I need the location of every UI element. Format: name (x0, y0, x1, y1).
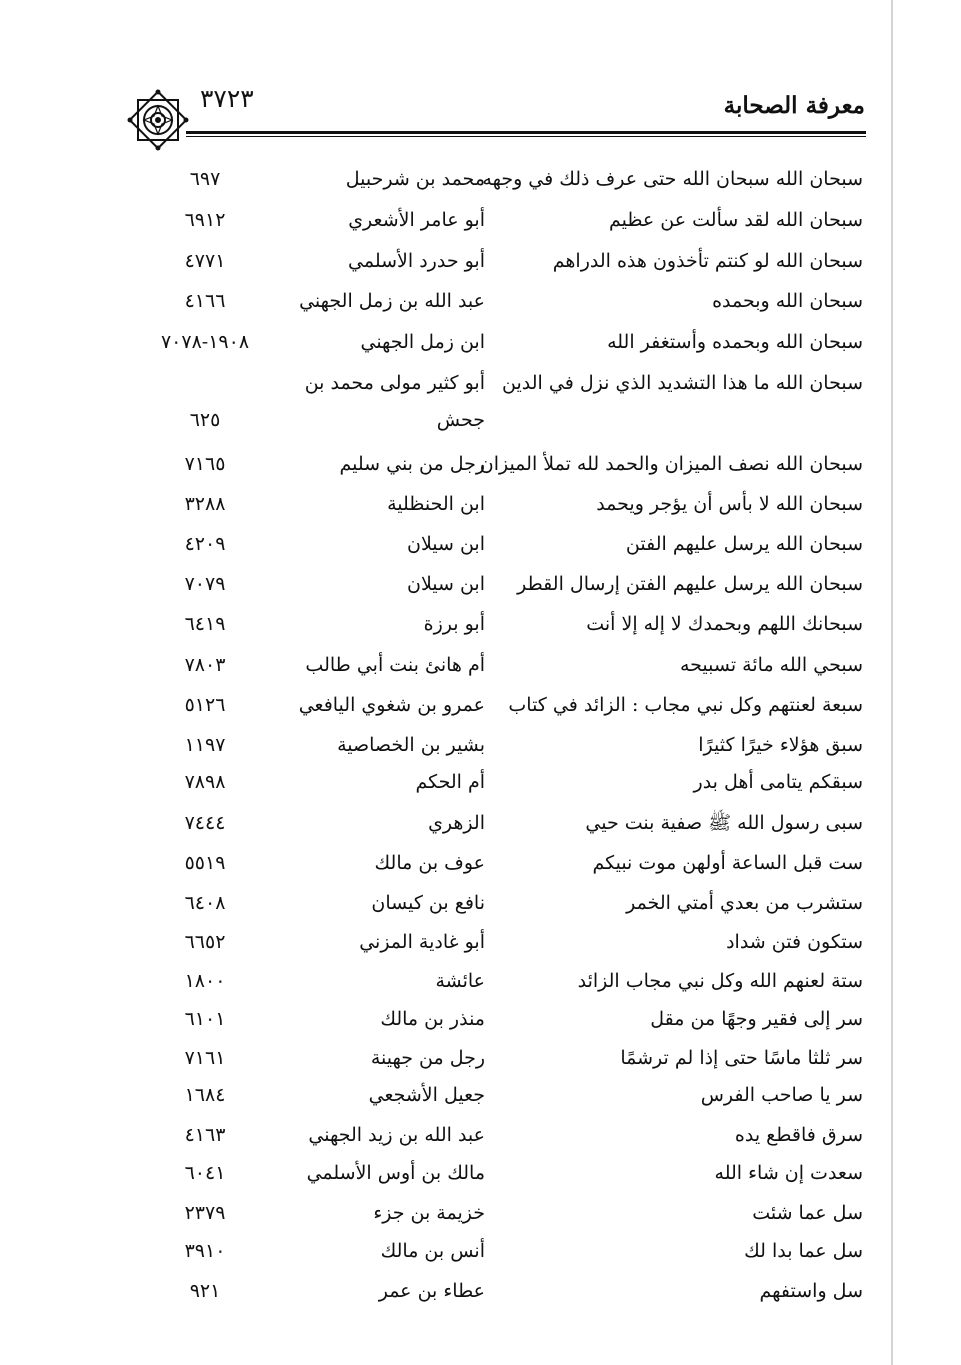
hadith-number: ٢٣٧٩ (184, 1202, 226, 1224)
index-row (0, 325, 961, 359)
index-row (0, 728, 961, 762)
index-row (0, 886, 961, 920)
hadith-text: سبحان الله ما هذا التشديد الذي نزل في الدين (502, 372, 863, 394)
hadith-number: ٦٢٥ (189, 409, 221, 431)
narrator-name: جحش (436, 409, 485, 431)
hadith-number: ٦٩٧ (189, 168, 221, 190)
hadith-text: سبحان الله وبحمده (712, 290, 863, 312)
index-row (0, 527, 961, 561)
index-row (0, 1156, 961, 1190)
narrator-name: ابن زمل الجهني (360, 331, 485, 353)
index-row (0, 487, 961, 521)
index-row (0, 846, 961, 880)
hadith-text: سل واستفهم (759, 1280, 863, 1302)
hadith-number: ٦١٠١ (184, 1008, 226, 1030)
hadith-number: ٤١٦٦ (184, 290, 226, 312)
hadith-number: ٤١٦٣ (184, 1124, 226, 1146)
hadith-number: ٦٦٥٢ (184, 931, 226, 953)
hadith-text: سل عما شئت (752, 1202, 863, 1224)
narrator-name: رجل من جهينة (370, 1047, 485, 1069)
narrator-name: ابن سيلان (406, 573, 485, 595)
narrator-name: أبو غادية المزني (359, 931, 485, 953)
hadith-number: ٤٢٠٩ (184, 533, 226, 555)
index-row (0, 1118, 961, 1152)
hadith-number: ٦٠٤١ (184, 1162, 226, 1184)
narrator-name: خزيمة بن جزء (373, 1202, 485, 1224)
index-row (0, 1196, 961, 1230)
index-row (0, 688, 961, 722)
hadith-number: ٥١٢٦ (184, 694, 226, 716)
hadith-number: ٧١٦٥ (184, 453, 226, 475)
hadith-text: سبحي الله مائة تسبيحه (679, 654, 863, 676)
hadith-text: سبحان الله لقد سألت عن عظيم (608, 209, 863, 231)
hadith-text: سل عما بدا لك (744, 1240, 863, 1262)
hadith-number: ١٨٠٠ (184, 970, 226, 992)
index-row (0, 925, 961, 959)
hadith-number: ٧٨٠٣ (184, 654, 226, 676)
index-row (0, 244, 961, 278)
hadith-text: سبحان الله لا بأس أن يؤجر ويحمد (596, 493, 863, 515)
hadith-text: سر إلى فقير وجهًا من مقل (650, 1008, 863, 1030)
narrator-name: عائشة (435, 970, 485, 992)
narrator-name: أم الحكم (415, 771, 485, 793)
index-row (0, 1078, 961, 1112)
hadith-text: ستكون فتن شداد (726, 931, 863, 953)
hadith-text: سر ثلثا ماسًا حتى إذا لم ترشمًا (620, 1047, 863, 1069)
book-title: معرفة الصحابة (723, 92, 865, 119)
hadith-number: ١١٩٧ (184, 734, 226, 756)
hadith-number: ٦٤٠٨ (184, 892, 226, 914)
narrator-name: جعيل الأشجعي (368, 1084, 485, 1106)
narrator-name: ابن سيلان (406, 533, 485, 555)
hadith-number: ٩٢١ (189, 1280, 221, 1302)
hadith-text: سبى رسول الله ﷺ صفية بنت حيي (585, 812, 863, 834)
narrator-name: أبو كثير مولى محمد بن (304, 372, 485, 394)
narrator-name: محمد بن شرحبيل (345, 168, 485, 190)
hadith-text: سرق فاقطع يده (734, 1124, 863, 1146)
narrator-name: أبو عامر الأشعري (348, 209, 485, 231)
hadith-number: ٣٩١٠ (184, 1240, 226, 1262)
index-row (0, 1274, 961, 1308)
index-row (0, 806, 961, 840)
hadith-text: سر يا صاحب الفرس (700, 1084, 863, 1106)
narrator-name: عطاء بن عمر (378, 1280, 485, 1302)
index-row (0, 567, 961, 601)
hadith-text: ستة لعنهم الله وكل نبي مجاب الزائد (577, 970, 863, 992)
hadith-text: سبحان الله سبحان الله حتى عرف ذلك في وجهه (482, 168, 863, 190)
hadith-text: سبحان الله نصف الميزان والحمد لله تملأ الميزان (479, 453, 863, 475)
narrator-name: عبد الله بن زمل الجهني (299, 290, 485, 312)
narrator-name: أبو برزة (423, 613, 485, 635)
hadith-number: ٣٢٨٨ (184, 493, 226, 515)
hadith-text: سبق هؤلاء خيرًا كثيرًا (698, 734, 863, 756)
hadith-number: ٦٩١٢ (184, 209, 226, 231)
narrator-name: مالك بن أوس الأسلمي (306, 1162, 485, 1184)
narrator-name: منذر بن مالك (380, 1008, 485, 1030)
narrator-name: أم هانئ بنت أبي طالب (305, 654, 485, 676)
index-row (0, 1002, 961, 1036)
narrator-name: أبو حدرد الأسلمي (348, 250, 485, 272)
index-row (0, 447, 961, 481)
index-row (0, 162, 961, 196)
index-row (0, 203, 961, 237)
index-row (0, 1234, 961, 1268)
hadith-text: ست قبل الساعة أولهن موت نبيكم (592, 852, 863, 874)
hadith-number: ١٩٠٨-٧٠٧٨ (160, 331, 250, 353)
hadith-number: ٦٤١٩ (184, 613, 226, 635)
hadith-number: ٧٤٤٤ (184, 812, 226, 834)
index-row (0, 964, 961, 998)
index-row (0, 607, 961, 641)
hadith-number: ٧٨٩٨ (184, 771, 226, 793)
page-number: ٣٧٢٣ (200, 84, 254, 113)
index-row (0, 765, 961, 799)
hadith-number: ٧٠٧٩ (184, 573, 226, 595)
narrator-name: رجل من بني سليم (339, 453, 485, 475)
hadith-number: ٤٧٧١ (184, 250, 226, 272)
index-row (0, 403, 961, 437)
narrator-name: بشير بن الخصاصية (337, 734, 485, 756)
hadith-number: ٧١٦١ (184, 1047, 226, 1069)
narrator-name: عمرو بن شغوي اليافعي (298, 694, 485, 716)
narrator-name: عوف بن مالك (374, 852, 485, 874)
hadith-number: ٥٥١٩ (184, 852, 226, 874)
hadith-text: سبحان الله يرسل عليهم الفتن (625, 533, 863, 555)
hadith-text: سبحان الله يرسل عليهم الفتن إرسال القطر (517, 573, 863, 595)
hadith-text: سبحانك اللهم وبحمدك لا إله إلا أنت (586, 613, 863, 635)
narrator-name: أنس بن مالك (380, 1240, 485, 1262)
narrator-name: ابن الحنظلية (387, 493, 485, 515)
hadith-text: سبحان الله وبحمده وأستغفر الله (607, 331, 863, 353)
hadith-text: سعدت إن شاء الله (714, 1162, 863, 1184)
narrator-name: عبد الله بن زيد الجهني (308, 1124, 485, 1146)
index-row (0, 1041, 961, 1075)
hadith-text: سبعة لعنتهم وكل نبي مجاب : الزائد في كتاب (508, 694, 863, 716)
hadith-text: ستشرب من بعدي أمتي الخمر (626, 892, 863, 914)
hadith-text: سبقكم يتامى أهل بدر (693, 771, 863, 793)
index-row (0, 366, 961, 400)
hadith-text: سبحان الله لو كنتم تأخذون هذه الدراهم (552, 250, 863, 272)
index-row (0, 284, 961, 318)
hadith-number: ١٦٨٤ (184, 1084, 226, 1106)
index-row (0, 648, 961, 682)
narrator-name: نافع بن كيسان (371, 892, 485, 914)
narrator-name: الزهري (428, 812, 485, 834)
